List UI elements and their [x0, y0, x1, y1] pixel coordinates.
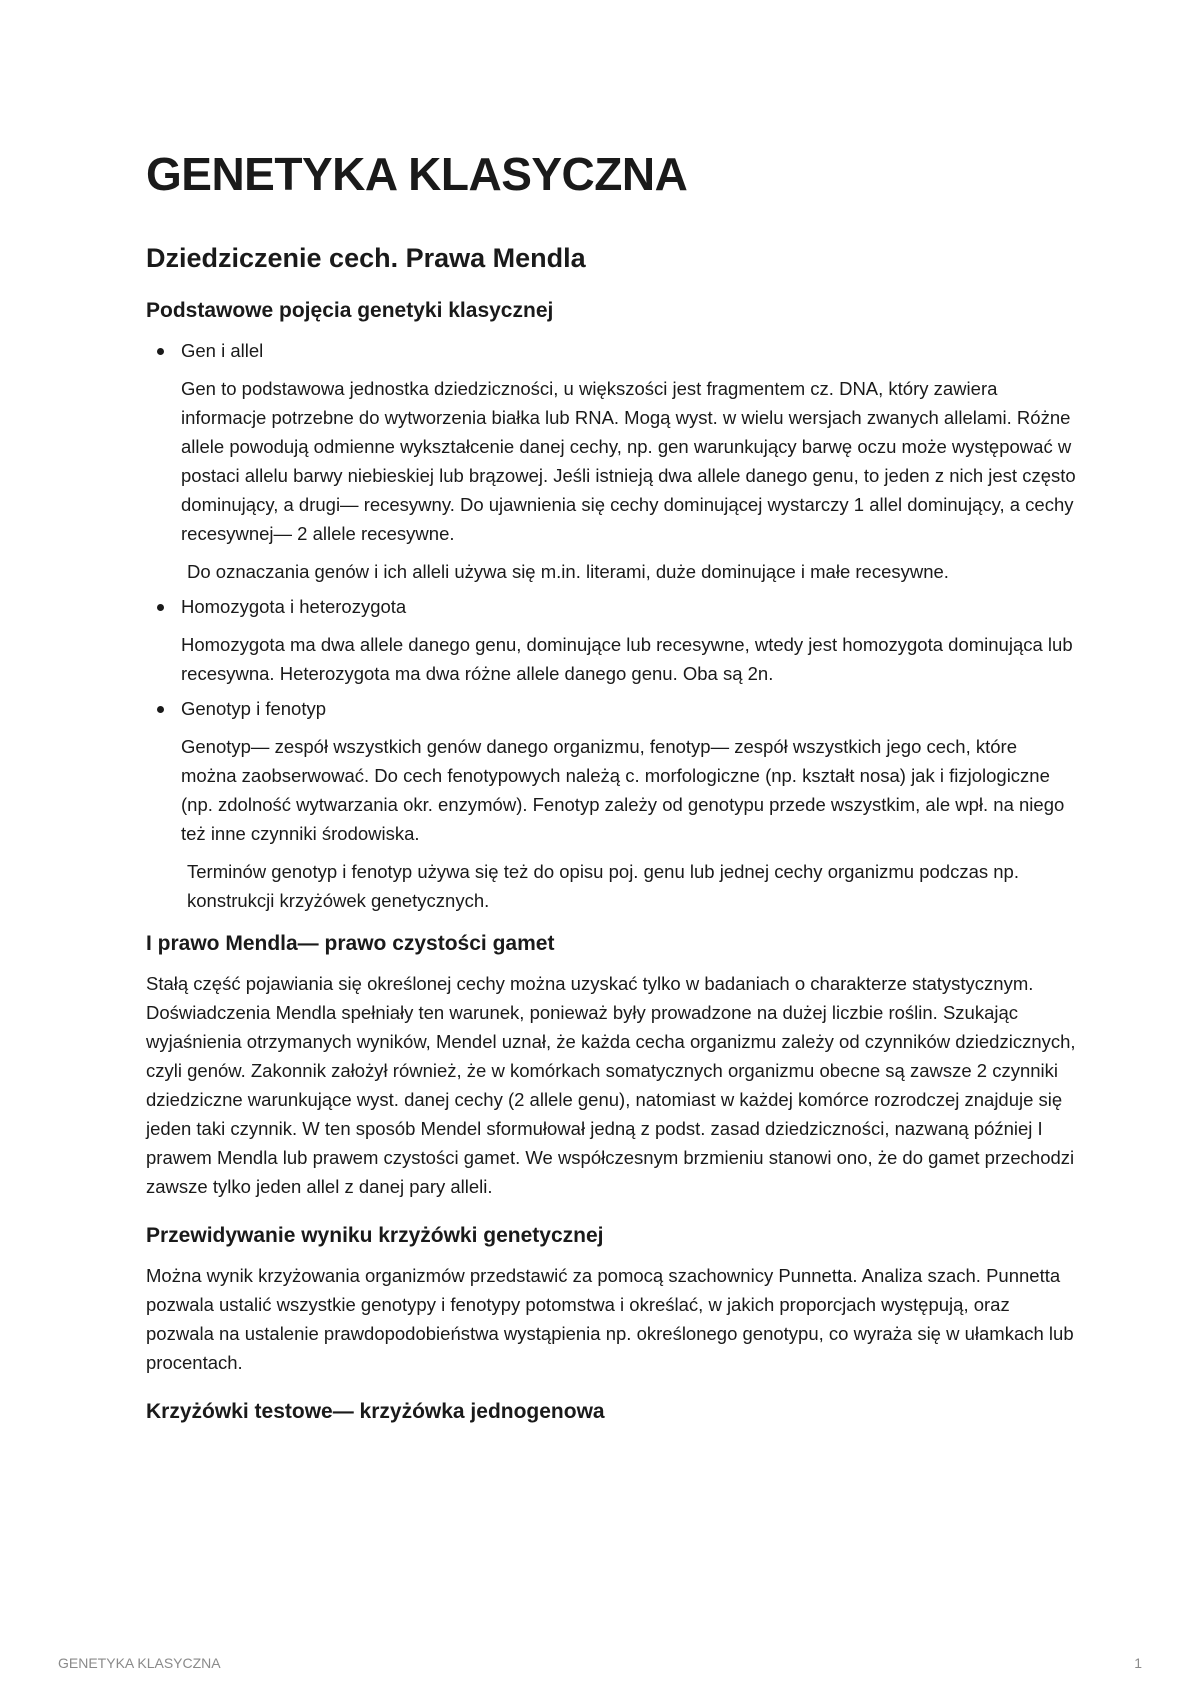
concept-paragraph: Genotyp— zespół wszystkich genów danego organizmu, fenotyp— zespół wszystkich jego cech, które można zaobserwować. Do cech fenotypowych należą c. morfologiczne (np. kształt nosa) jak i fizjologiczne (np. zdolność wytwarzania okr. enzymów). Fenotyp zależy od genotypu przede wszystkim, ale wpł. na niego też inne czynniki środowiska. — [181, 736, 1065, 844]
testcross-section — [146, 1397, 1076, 1427]
bullet-icon — [157, 348, 164, 355]
concept-label-row — [146, 694, 1076, 723]
page-footer — [58, 1654, 1142, 1672]
concepts-section — [146, 296, 1076, 915]
concept-body — [146, 732, 1076, 915]
chapter-heading: Dziedziczenie cech. Prawa Mendla — [146, 243, 586, 273]
bullet-icon — [157, 706, 164, 713]
concept-label-row — [146, 336, 1076, 365]
concept-item-genotyp — [146, 694, 1076, 915]
concept-paragraph: Homozygota ma dwa allele danego genu, dominujące lub recesywne, wtedy jest homozygota dominująca lub recesywna. Heterozygota ma dwa różne allele danego genu. Oba są 2n. — [181, 634, 1073, 684]
concept-paragraph: Terminów genotyp i fenotyp używa się też do opisu poj. genu lub jednej cechy organizmu podczas np. konstrukcji krzyżówek genetycznych. — [187, 861, 1019, 911]
prediction-text: Można wynik krzyżowania organizmów przedstawić za pomocą szachownicy Punnetta. Analiza szach. Punnetta pozwala ustalić wszystkie genotypy i fenotypy potomstwa i określać, w jakich proporcjach występują, oraz pozwala na ustalenie prawdopodobieństwa wystąpienia np. określonego genotypu, co wyraża się w ułamkach lub procentach. — [146, 1265, 1074, 1373]
concept-label-row — [146, 592, 1076, 621]
prediction-heading: Przewidywanie wyniku krzyżówki genetycznej — [146, 1224, 604, 1247]
law1-section — [146, 929, 1076, 1201]
document-body — [146, 240, 1076, 1437]
footer-label: GENETYKA KLASYCZNA — [58, 1655, 221, 1671]
testcross-heading: Krzyżówki testowe— krzyżówka jednogenowa — [146, 1400, 605, 1423]
concepts-heading: Podstawowe pojęcia genetyki klasycznej — [146, 299, 554, 322]
concept-body — [146, 630, 1076, 688]
concept-body — [146, 374, 1076, 586]
law1-text: Stałą część pojawiania się określonej cechy można uzyskać tylko w badaniach o charakterze statystycznym. Doświadczenia Mendla spełniały ten warunek, ponieważ były prowadzone na dużej liczbie roślin. Szukając wyjaśnienia otrzymanych wyników, Mendel uznał, że każda cecha organizmu zależy od czynników dziedzicznych, czyli genów. Zakonnik założył również, że w komórkach somatycznych organizmu obecne są zawsze 2 czynniki dziedziczne warunkujące wyst. danej cechy (2 allele genu), natomiast w każdej komórce rozrodczej znajduje się jeden taki czynnik. W ten sposób Mendel sformułował jedną z podst. zasad dziedziczności, nazwaną później I prawem Mendla lub prawem czystości gamet. We współczesnym brzmieniu stanowi ono, że do gamet przechodzi zawsze tylko jeden allel z danej pary alleli. — [146, 973, 1076, 1197]
concept-label: Gen i allel — [181, 340, 264, 361]
concepts-list — [146, 336, 1076, 915]
concept-label: Genotyp i fenotyp — [181, 698, 327, 719]
law1-heading: I prawo Mendla— prawo czystości gamet — [146, 932, 555, 955]
page-number: 1 — [1134, 1655, 1142, 1671]
prediction-section — [146, 1221, 1076, 1377]
concept-paragraph: Do oznaczania genów i ich alleli używa się m.in. literami, duże dominujące i małe recesywne. — [187, 561, 949, 582]
concept-label: Homozygota i heterozygota — [181, 596, 407, 617]
concept-paragraph: Gen to podstawowa jednostka dziedziczności, u większości jest fragmentem cz. DNA, który zawiera informacje potrzebne do wytworzenia białka lub RNA. Mogą wyst. w wielu wersjach zwanych allelami. Różne allele powodują odmienne wykształcenie danej cechy, np. gen warunkujący barwę oczu może występować w postaci allelu barwy niebieskiej lub brązowej. Jeśli istnieją dwa allele danego genu, to jeden z nich jest często dominujący, a drugi— recesywny. Do ujawnienia się cechy dominującej wystarczy 1 allel dominujący, a cechy recesywnej— 2 allele recesywne. — [181, 378, 1076, 544]
document-title: GENETYKA KLASYCZNA — [146, 148, 688, 200]
concept-item-homozygota — [146, 592, 1076, 688]
bullet-icon — [157, 604, 164, 611]
concept-item-gen-allel — [146, 336, 1076, 586]
